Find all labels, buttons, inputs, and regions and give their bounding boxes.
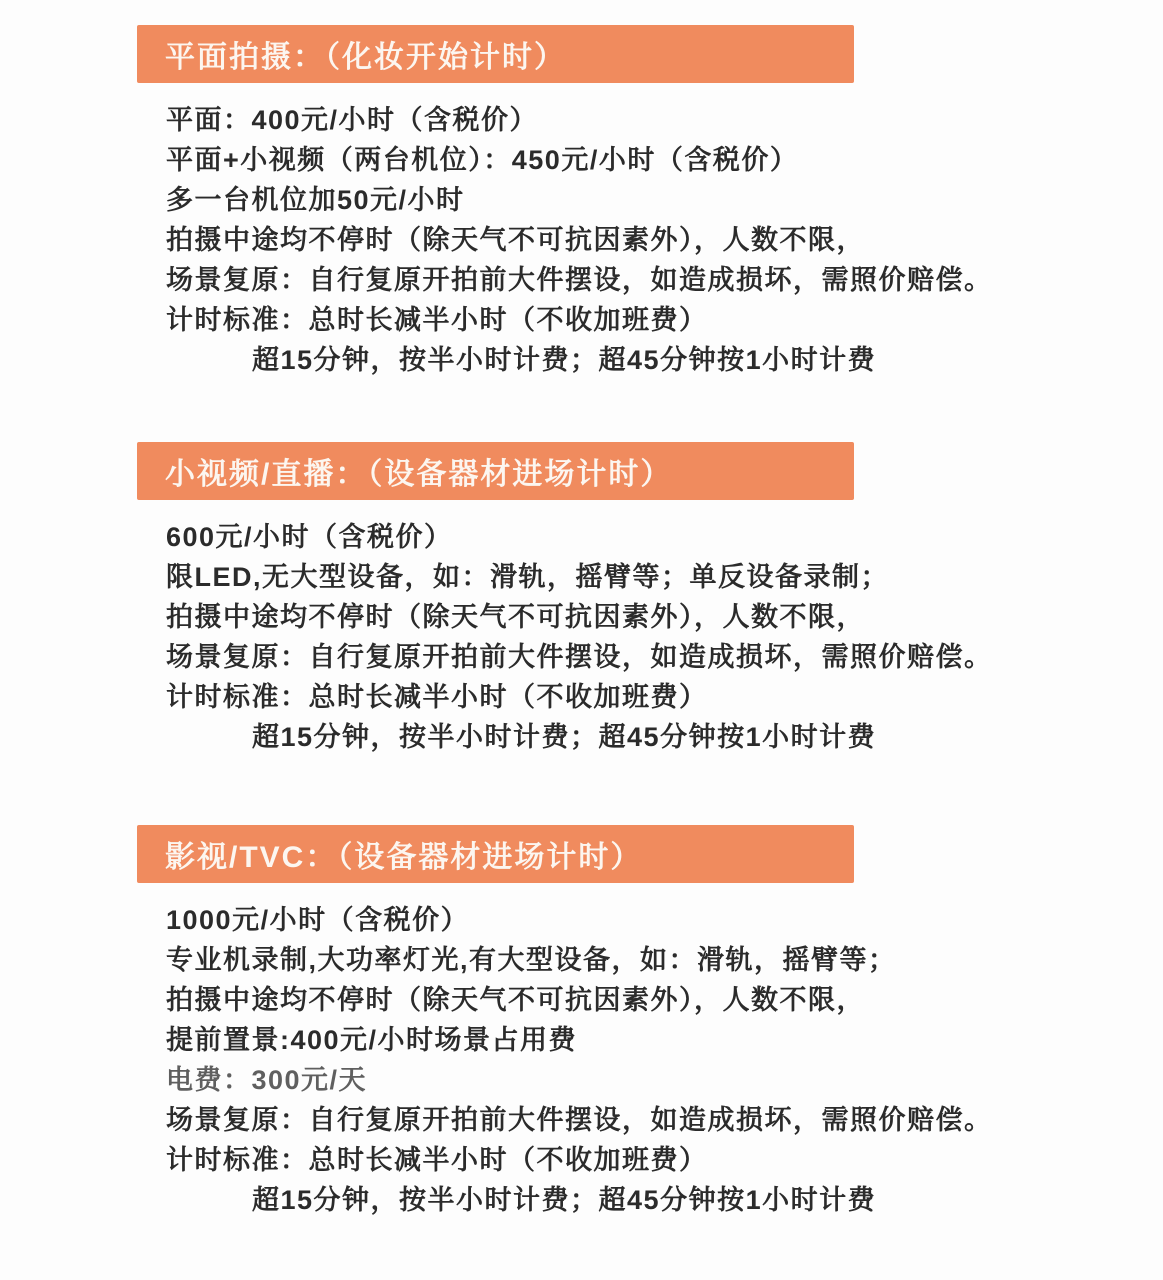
price-line: 超15分钟，按半小时计费；超45分钟按1小时计费 [252, 1185, 877, 1215]
price-line: 1000元/小时（含税价） [166, 905, 470, 935]
section-film-tvc [0, 825, 1163, 1220]
price-line: 多一台机位加50元/小时 [166, 185, 465, 215]
price-line: 限LED,无大型设备，如：滑轨，摇臂等；单反设备录制； [166, 562, 890, 592]
section-header-bar [137, 442, 854, 500]
price-line: 600元/小时（含税价） [166, 522, 453, 552]
section-title: 小视频/直播：（设备器材进场计时） [165, 458, 673, 491]
price-line: 拍摄中途均不停时（除天气不可抗因素外），人数不限， [166, 602, 865, 632]
price-line: 拍摄中途均不停时（除天气不可抗因素外），人数不限， [166, 225, 865, 255]
price-line: 平面+小视频（两台机位）：450元/小时（含税价） [166, 145, 799, 175]
price-line: 提前置景:400元/小时场景占用费 [166, 1025, 578, 1055]
section-body [166, 517, 1163, 757]
section-short-video-livestream [0, 442, 1163, 757]
price-line: 拍摄中途均不停时（除天气不可抗因素外），人数不限， [166, 985, 865, 1015]
price-line: 电费：300元/天 [166, 1065, 368, 1095]
price-line: 场景复原：自行复原开拍前大件摆设，如造成损坏，需照价赔偿。 [166, 265, 993, 295]
section-title: 平面拍摄：（化妆开始计时） [165, 41, 566, 74]
section-body [166, 900, 1163, 1220]
section-title: 影视/TVC：（设备器材进场计时） [165, 841, 643, 874]
price-line: 专业机录制,大功率灯光,有大型设备，如：滑轨，摇臂等； [166, 945, 897, 975]
price-line: 超15分钟，按半小时计费；超45分钟按1小时计费 [252, 722, 877, 752]
section-flat-photography [0, 25, 1163, 380]
price-line: 场景复原：自行复原开拍前大件摆设，如造成损坏，需照价赔偿。 [166, 642, 993, 672]
section-body [166, 100, 1163, 380]
price-line: 超15分钟，按半小时计费；超45分钟按1小时计费 [252, 345, 877, 375]
price-line: 平面：400元/小时（含税价） [166, 105, 539, 135]
price-line: 计时标准：总时长减半小时（不收加班费） [166, 682, 708, 712]
price-line: 计时标准：总时长减半小时（不收加班费） [166, 305, 708, 335]
price-line: 计时标准：总时长减半小时（不收加班费） [166, 1145, 708, 1175]
section-header-bar [137, 825, 854, 883]
section-header-bar [137, 25, 854, 83]
price-line: 场景复原：自行复原开拍前大件摆设，如造成损坏，需照价赔偿。 [166, 1105, 993, 1135]
